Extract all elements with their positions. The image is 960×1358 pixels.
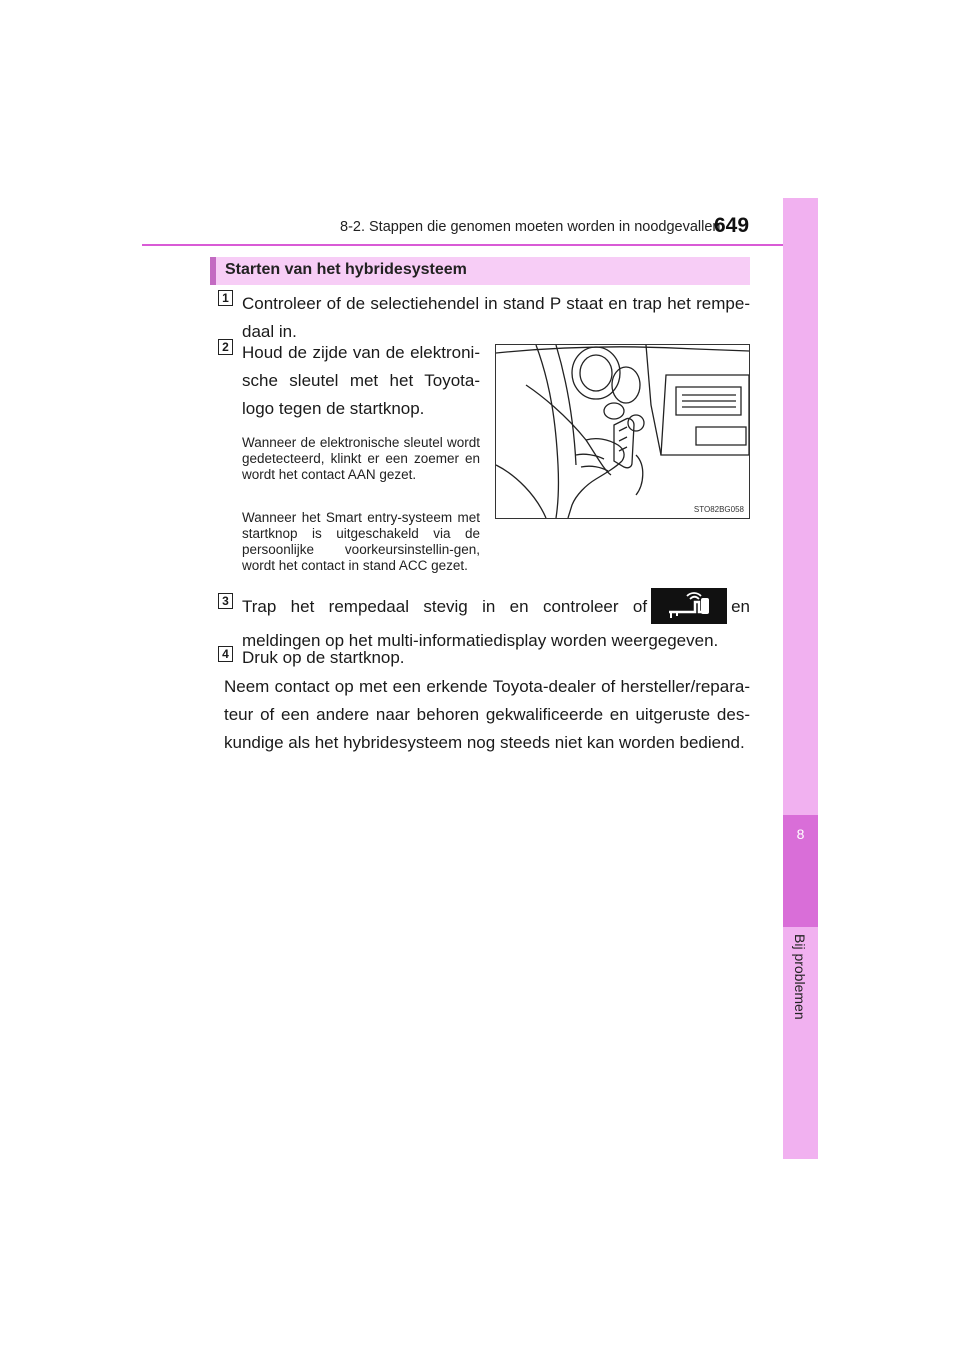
section-heading-accent bbox=[210, 257, 216, 285]
step-text-2: Houd de zijde van de elektroni-sche sleutel met het Toyota-logo tegen de startknop. bbox=[242, 343, 480, 418]
step-3-text-after: en meldingen op het multi-informatiedisplay worden weergegeven. bbox=[242, 597, 750, 650]
closing-paragraph: Neem contact op met een erkende Toyota-dealer of hersteller/repara-teur of een andere naar behoren gekwalificeerde en uitgeruste des-kundige als het hybridesysteem nog steeds niet kan worden bediend. bbox=[224, 677, 750, 752]
note-smart-entry-disabled: Wanneer het Smart entry-systeem met startknop is uitgeschakeld via de persoonlijke voorkeursinstellin-gen, wordt het contact in stand ACC gezet. bbox=[242, 510, 480, 573]
chapter-label: Bij problemen bbox=[792, 934, 808, 1020]
step-number-4: 4 bbox=[218, 646, 233, 662]
chapter-header-title: 8-2. Stappen die genomen moeten worden in noodgevallen bbox=[340, 219, 721, 235]
key-indicator-icon bbox=[651, 588, 727, 624]
header-divider bbox=[142, 244, 818, 246]
illustration-code: STO82BG058 bbox=[693, 505, 744, 514]
key-indicator-glyph bbox=[651, 588, 727, 624]
step-number-2: 2 bbox=[218, 339, 233, 355]
step-number-1: 1 bbox=[218, 290, 233, 306]
section-heading-bar bbox=[210, 257, 750, 285]
illustration-key-to-start-button bbox=[495, 344, 750, 519]
chapter-number: 8 bbox=[796, 826, 805, 842]
step-text-4: Druk op de startknop. bbox=[242, 648, 405, 667]
step-3-text-before: Trap het rempedaal stevig in en controleer of bbox=[242, 597, 648, 616]
illustration-drawing bbox=[496, 345, 749, 518]
note-key-detected: Wanneer de elektronische sleutel wordt gedetecteerd, klinkt er een zoemer en wordt het contact AAN gezet. bbox=[242, 435, 480, 482]
section-title: Starten van het hybridesysteem bbox=[225, 261, 467, 278]
page-number: 649 bbox=[714, 214, 750, 237]
step-text-1: Controleer of de selectiehendel in stand P staat en trap het rempe-daal in. bbox=[242, 294, 750, 341]
step-number-3: 3 bbox=[218, 593, 233, 609]
